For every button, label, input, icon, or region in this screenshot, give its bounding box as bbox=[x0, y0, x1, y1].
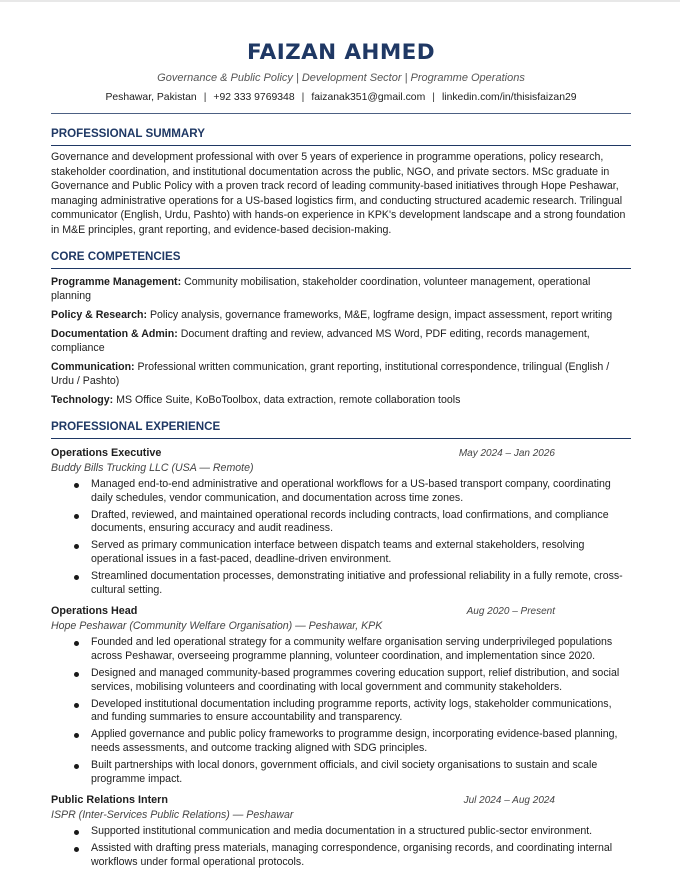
top-divider bbox=[0, 0, 680, 2]
job-list bbox=[51, 446, 631, 870]
job-title: Operations Executive bbox=[51, 447, 162, 459]
job-title: Public Relations Intern bbox=[51, 794, 168, 807]
competency-label: Programme Management: bbox=[51, 276, 182, 288]
competency-list bbox=[51, 275, 631, 407]
job-bullet: Supported institutional communication and media documentation in a structured public-sector environment. bbox=[91, 825, 631, 839]
job-bullets bbox=[51, 636, 631, 786]
job-organisation: Hope Peshawar (Community Welfare Organisation) — Peshawar, KPK bbox=[51, 620, 383, 633]
job-title: Operations Head bbox=[51, 605, 138, 618]
summary-text: Governance and development professional with over 5 years of experience in programme operations, policy research, stakeholder coordination, and institutional documentation across the public, NGO, and private sectors. MSc graduate in Governance and Public Policy with a proven track record of leading community-based initiatives through Hope Peshawar, managing administrative operations for a US-based logistics firm, and conducting structured academic research. Trilingual communicator (English, Urdu, Pashto) with hands-on experience in KPK's development landscape and a strong foundation in M&E principles, grant reporting, and evidence-based decision-making. bbox=[51, 151, 626, 236]
competency-text: Community mobilisation, stakeholder coordination, volunteer management, operational planning bbox=[51, 276, 591, 302]
competency-label: Policy & Research: bbox=[51, 309, 147, 321]
competency-label: Communication: bbox=[51, 361, 135, 373]
job-dates: Aug 2020 – Present bbox=[466, 606, 555, 618]
competency-item bbox=[51, 327, 631, 355]
contact-linkedin[interactable]: linkedin.com/in/thisisfaizan29 bbox=[441, 92, 577, 103]
job-entry bbox=[51, 446, 631, 597]
contact-location: Peshawar, Pakistan bbox=[105, 92, 197, 103]
competencies-section bbox=[51, 250, 631, 407]
competency-label: Technology: bbox=[51, 394, 114, 406]
competency-item bbox=[51, 308, 631, 322]
summary-section bbox=[51, 127, 631, 237]
contact-email[interactable]: faizanak351@gmail.com bbox=[311, 92, 426, 103]
job-bullet: Designed and managed community-based programmes covering education support, relief distribution, and social services, mobilising volunteers and coordinating with local government and community stakeholders. bbox=[91, 667, 631, 695]
job-entry bbox=[51, 793, 631, 869]
competency-text: Document drafting and review, advanced MS Word, PDF editing, records management, compliance bbox=[51, 328, 590, 354]
section-title-summary: PROFESSIONAL SUMMARY bbox=[51, 127, 631, 146]
candidate-name: FAIZAN AHMED bbox=[247, 40, 435, 65]
tagline: Governance & Public Policy | Development Sector | Programme Operations bbox=[157, 72, 525, 84]
job-bullet: Developed institutional documentation including programme reports, activity logs, stakeholder communications, and funding summaries to ensure accountability and transparency. bbox=[91, 698, 631, 726]
contact-separator: | bbox=[203, 92, 207, 103]
section-title-experience: PROFESSIONAL EXPERIENCE bbox=[51, 420, 631, 439]
competency-label: Documentation & Admin: bbox=[51, 328, 178, 340]
contact-line bbox=[51, 91, 631, 104]
competency-text: Professional written communication, grant reporting, institutional correspondence, trilingual (English / Urdu / Pashto) bbox=[51, 361, 610, 387]
competency-item bbox=[51, 275, 631, 303]
header-divider bbox=[51, 113, 631, 114]
job-header bbox=[51, 446, 631, 460]
competency-text: MS Office Suite, KoBoToolbox, data extraction, remote collaboration tools bbox=[116, 394, 461, 406]
job-dates: May 2024 – Jan 2026 bbox=[458, 448, 555, 459]
job-bullet: Assisted with drafting press materials, managing correspondence, organising records, and coordinating internal workflows under formal operational protocols. bbox=[91, 842, 631, 870]
job-bullet: Drafted, reviewed, and maintained operational records including contracts, load confirmations, and compliance documents, ensuring accuracy and audit readiness. bbox=[91, 509, 631, 537]
job-bullet: Applied governance and public policy frameworks to programme design, incorporating evidence-based planning, needs assessments, and outcome tracking aligned with SDG principles. bbox=[91, 728, 631, 756]
job-header bbox=[51, 604, 631, 618]
job-entry bbox=[51, 604, 631, 786]
job-bullet: Streamlined documentation processes, demonstrating initiative and professional reliability in a fully remote, cross-cultural setting. bbox=[91, 570, 631, 598]
job-organisation: ISPR (Inter-Services Public Relations) — Peshawar bbox=[51, 809, 294, 822]
job-header bbox=[51, 793, 631, 807]
job-bullet: Served as primary communication interface between dispatch teams and external stakeholders, resolving operational issues in a fast-paced, deadline-driven environment. bbox=[91, 539, 631, 567]
contact-separator: | bbox=[301, 92, 305, 103]
job-bullets bbox=[51, 478, 631, 597]
contact-phone[interactable]: +92 333 9769348 bbox=[213, 92, 295, 103]
contact-separator: | bbox=[432, 92, 435, 103]
experience-section bbox=[51, 420, 631, 870]
job-bullet: Managed end-to-end administrative and operational workflows for a US-based transport company, coordinating daily schedules, vendor communication, and documentation across time zones. bbox=[91, 478, 631, 506]
job-bullet: Built partnerships with local donors, government officials, and civil society organisations to sustain and scale programme impact. bbox=[91, 759, 631, 787]
competency-item bbox=[51, 360, 631, 388]
job-organisation: Buddy Bills Trucking LLC (USA — Remote) bbox=[51, 462, 254, 474]
section-title-competencies: CORE COMPETENCIES bbox=[51, 250, 631, 269]
job-bullet: Founded and led operational strategy for a community welfare organisation serving underprivileged populations across Peshawar, overseeing programme planning, volunteer coordination, and implementation since 2020. bbox=[91, 636, 631, 664]
job-dates: Jul 2024 – Aug 2024 bbox=[463, 795, 555, 807]
competency-text: Policy analysis, governance frameworks, M&E, logframe design, impact assessment, report writing bbox=[149, 309, 613, 321]
job-bullets bbox=[51, 825, 631, 869]
competency-item bbox=[51, 393, 631, 407]
